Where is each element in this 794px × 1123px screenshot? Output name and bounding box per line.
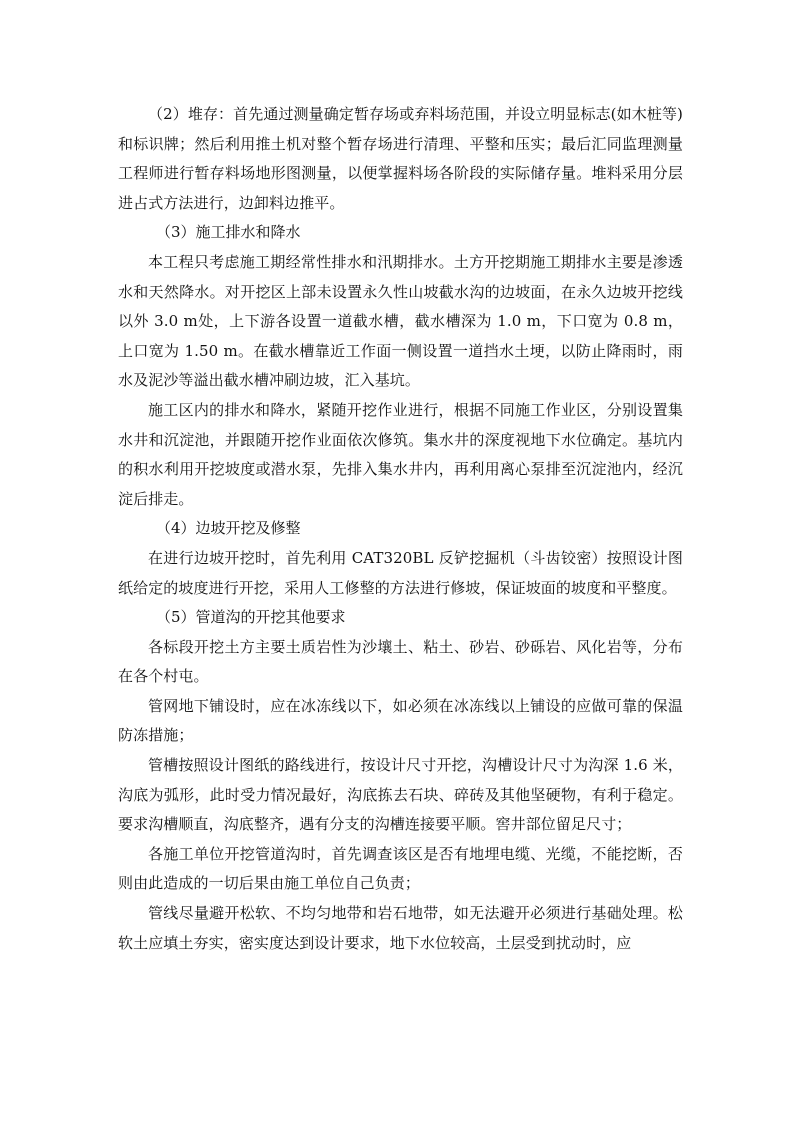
paragraph-frost-line: 管网地下铺设时，应在冰冻线以下，如必须在冰冻线以上铺设的应做可靠的保温防冻措施； — [118, 696, 683, 745]
paragraph-cable-survey: 各施工单位开挖管道沟时，首先调查该区是否有地埋电缆、光缆，不能挖断，否则由此造成的一切后果由施工单位自己负责； — [118, 844, 683, 893]
document-body — [118, 100, 683, 958]
paragraph-soil-types: 各标段开挖土方主要土质岩性为沙壤土、粘土、砂岩、砂砾岩、风化岩等，分布在各个村屯。 — [118, 637, 683, 686]
heading-pipe-trench: （5）管道沟的开挖其他要求 — [156, 608, 346, 627]
heading-drainage: （3）施工排水和降水 — [156, 223, 301, 242]
heading-slope-excavation: （4）边坡开挖及修整 — [156, 519, 301, 538]
paragraph-drainage-site: 施工区内的排水和降水，紧随开挖作业进行，根据不同施工作业区，分别设置集水井和沉淀池，并跟随开挖作业面依次修筑。集水井的深度视地下水位确定。基坑内的积水利用开挖坡度或潜水泵，先排入集水井内，再利用离心泵排至沉淀池内，经沉淀后排走。 — [118, 400, 683, 508]
paragraph-trench-design: 管槽按照设计图纸的路线进行，按设计尺寸开挖，沟槽设计尺寸为沟深 1.6 米，沟底为弧形，此时受力情况最好，沟底拣去石块、碎砖及其他坚硬物，有利于稳定。要求沟槽顺直，沟底整齐，遇有分支的沟槽连接要平顺。窖井部位留足尺寸； — [118, 756, 683, 834]
paragraph-slope-excavation: 在进行边坡开挖时，首先利用 CAT320BL 反铲挖掘机（斗齿铰密）按照设计图纸给定的坡度进行开挖，采用人工修整的方法进行修坡，保证坡面的坡度和平整度。 — [118, 548, 683, 597]
paragraph-soft-soil: 管线尽量避开松软、不均匀地带和岩石地带，如无法避开必须进行基础处理。松软土应填土夯实，密实度达到设计要求，地下水位较高，土层受到扰动时，应 — [118, 904, 683, 952]
paragraph-stockpile: （2）堆存：首先通过测量确定暂存场或弃料场范围，并设立明显标志(如木桩等)和标识牌；然后利用推土机对整个暂存场进行清理、平整和压实；最后汇同监理测量工程师进行暂存料场地形图测量，以便掌握料场各阶段的实际储存量。堆料采用分层进占式方法进行，边卸料边推平。 — [118, 105, 683, 212]
paragraph-drainage-intro: 本工程只考虑施工期经常性排水和汛期排水。土方开挖期施工期排水主要是渗透水和天然降水。对开挖区上部未设置永久性山坡截水沟的边坡面，在永久边坡开挖线以外 3.0 m处，上下游各设置一道截水槽，截水槽深为 1.0 m，下口宽为 0.8 m，上口宽为 1.50 m。在截水槽靠近工作面一侧设置一道挡水土埂，以防止降雨时，雨水及泥沙等溢出截水槽冲刷边坡，汇入基坑。 — [118, 252, 683, 390]
